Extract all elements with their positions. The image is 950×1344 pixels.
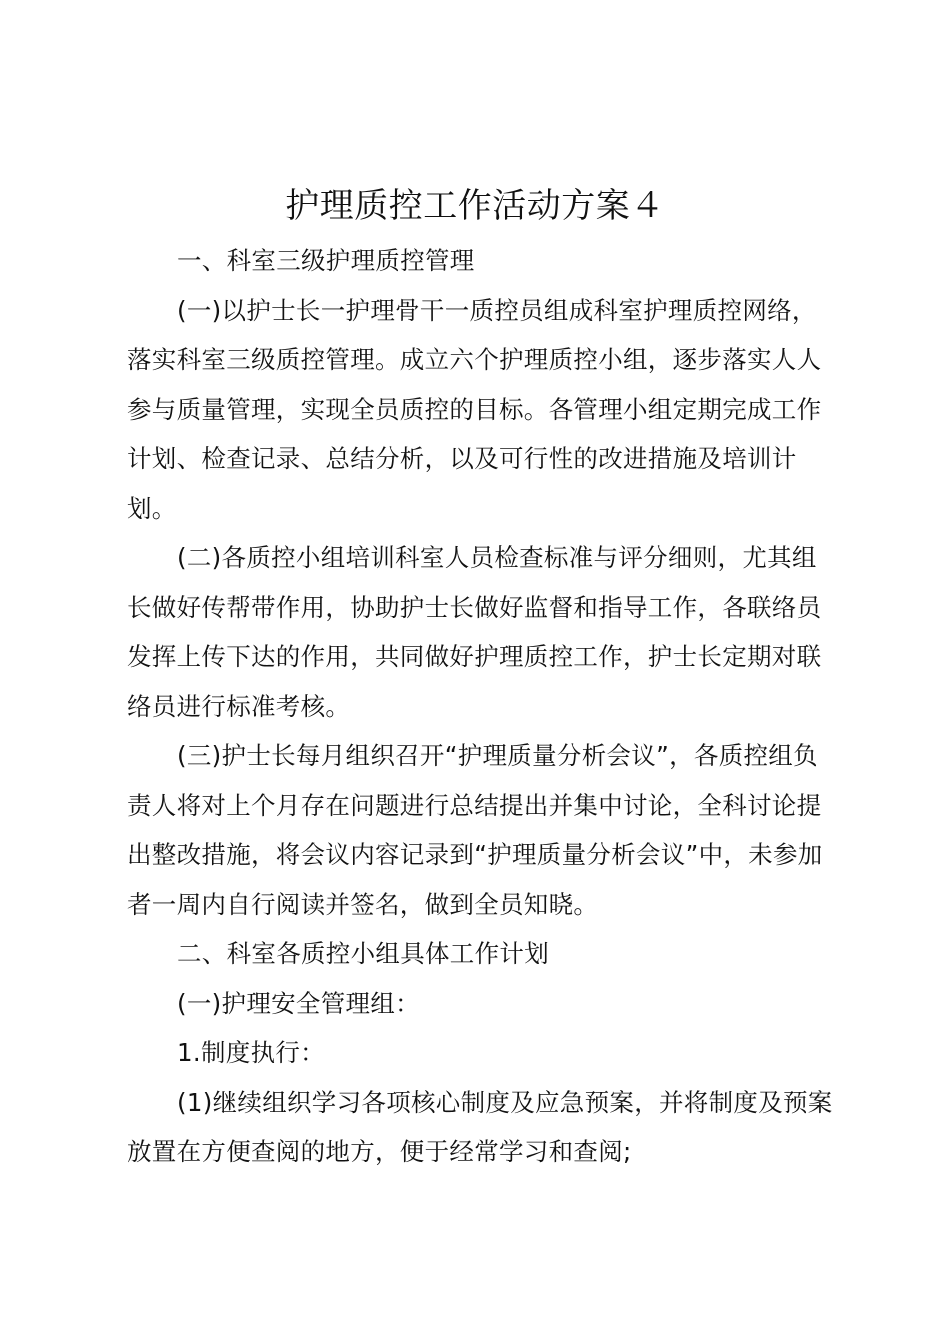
document-body: [127, 236, 837, 1177]
subsection-heading: (一)护理安全管理组：: [177, 988, 420, 1018]
paragraph-3: (三)护士长每月组织召开“护理质量分析会议”，各质控组负责人将对上个月存在问题进行总结提出并集中讨论，全科讨论提出整改措施，将会议内容记录到“护理质量分析会议”中，未参加者一周内自行阅读并签名，做到全员知晓。: [127, 741, 823, 919]
paragraph-1: (一)以护士长一护理骨干一质控员组成科室护理质控网络，落实科室三级质控管理。成立六个护理质控小组，逐步落实人人参与质量管理，实现全员质控的目标。各管理小组定期完成工作计划、检查记录、总结分析，以及可行性的改进措施及培训计划。: [127, 295, 822, 523]
paragraph-4: (1)继续组织学习各项核心制度及应急预案，并将制度及预案放置在方便查阅的地方，便于经常学习和查阅;: [127, 1087, 833, 1166]
section-heading-1: 一、科室三级护理质控管理: [177, 246, 475, 275]
item-heading: 1.制度执行：: [177, 1038, 325, 1067]
paragraph-2: (二)各质控小组培训科室人员检查标准与评分细则，尤其组长做好传帮带作用，协助护士长做好监督和指导工作，各联络员发挥上传下达的作用，共同做好护理质控工作，护士长定期对联络员进行标准考核。: [127, 543, 822, 721]
section-heading-2: 二、科室各质控小组具体工作计划: [177, 939, 549, 968]
document-title: 护理质控工作活动方案４: [285, 186, 665, 226]
